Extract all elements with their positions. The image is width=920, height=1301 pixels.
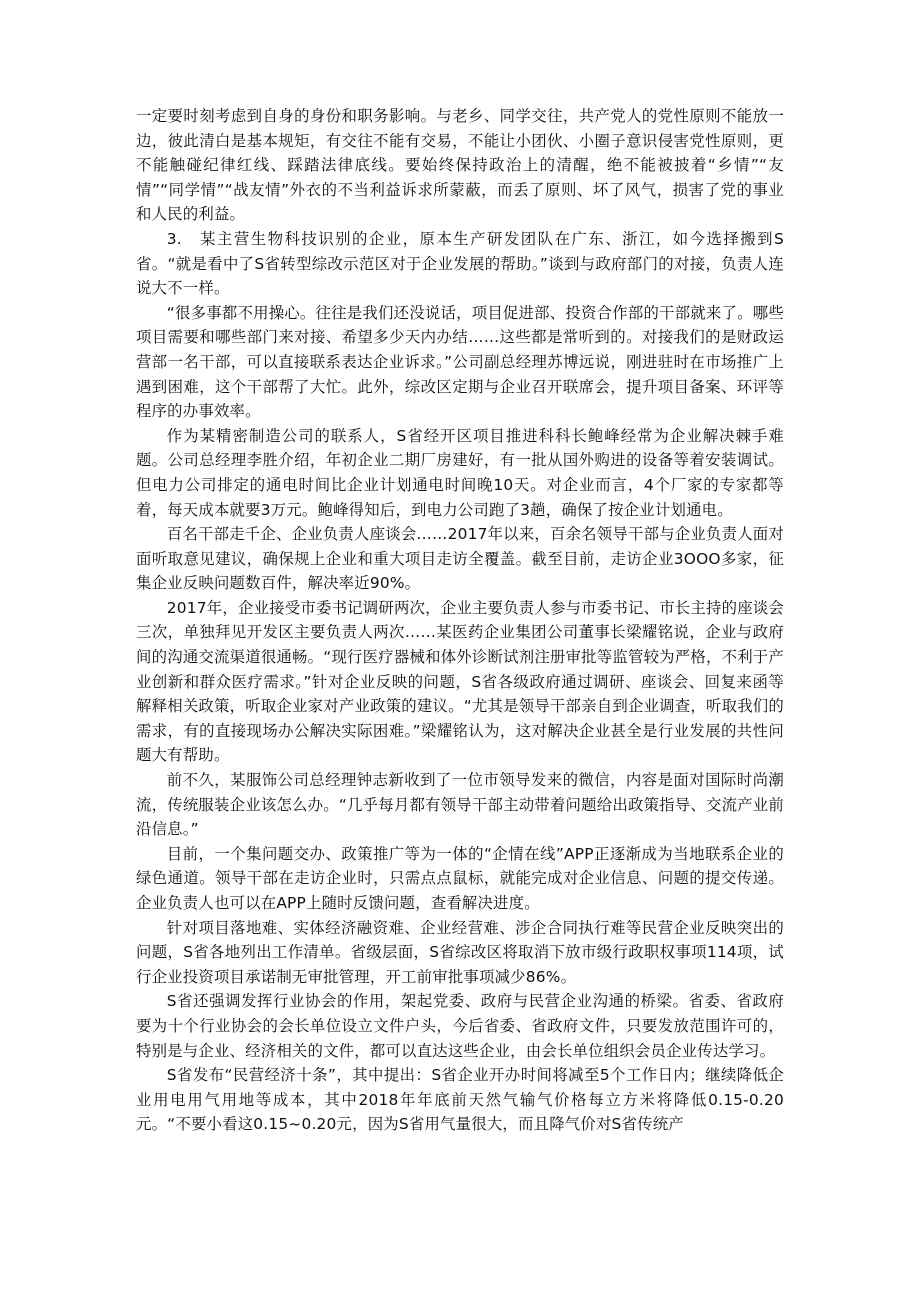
paragraph-8: 目前，一个集问题交办、政策推广等为一体的“企情在线”APP正逐渐成为当地联系企业的绿色通道。领导干部在走访企业时，只需点点鼠标，就能完成对企业信息、问题的提交传递。企业负责人也可以在APP上随时反馈问题，查看解决进度。	[136, 844, 784, 912]
paragraph-4: 作为某精密制造公司的联系人，S省经开区项目推进科科长鲍峰经常为企业解决棘手难题。公司总经理李胜介绍，年初企业二期厂房建好，有一批从国外购进的设备等着安装调试。但电力公司排定的通电时间比企业计划通电时间晚10天。对企业而言，4个厂家的专家都等着，每天成本就要3万元。鲍峰得知后，到电力公司跑了3趟，确保了按企业计划通电。	[136, 426, 784, 519]
paragraph-1: 一定要时刻考虑到自身的身份和职务影响。与老乡、同学交往，共产党人的党性原则不能放一边，彼此清白是基本规矩，有交往不能有交易，不能让小团伙、小圈子意识侵害党性原则，更不能触碰纪律红线、踩踏法律底线。要始终保持政治上的清醒，绝不能被披着“乡情”“友情”“同学情”“战友情”外衣的不当利益诉求所蒙蔽，而丢了原则、坏了风气，损害了党的事业和人民的利益。	[136, 107, 784, 224]
paragraph-11: S省发布“民营经济十条”，其中提出：S省企业开办时间将减至5个工作日内；继续降低企业用电用气用地等成本，其中2018年年底前天然气输气价格每立方米将降低0.15-0.20元。“不要小看这0.15~0.20元，因为S省用气量很大，而且降气价对S省传统产	[136, 1066, 784, 1134]
paragraph-5: 百名干部走千企、企业负责人座谈会……2017年以来，百余名领导干部与企业负责人面对面听取意见建议，确保规上企业和重大项目走访全覆盖。截至目前，走访企业3OOO多家，征集企业反映问题数百件，解决率近90%。	[136, 525, 784, 593]
paragraph-3: “很多事都不用操心。往往是我们还没说话，项目促进部、投资合作部的干部就来了。哪些项目需要和哪些部门来对接、希望多少天内办结……这些都是常听到的。对接我们的是财政运营部一名干部，可以直接联系表达企业诉求。”公司副总经理苏博远说，刚进驻时在市场推广上遇到困难，这个干部帮了大忙。此外，综改区定期与企业召开联席会，提升项目备案、环评等程序的办事效率。	[136, 303, 784, 421]
paragraph-7: 前不久，某服饰公司总经理钟志新收到了一位市领导发来的微信，内容是面对国际时尚潮流，传统服装企业该怎么办。“几乎每月都有领导干部主动带着问题给出政策指导、交流产业前沿信息。”	[136, 771, 784, 839]
paragraph-10: S省还强调发挥行业协会的作用，架起党委、政府与民营企业沟通的桥梁。省委、省政府要为十个行业协会的会长单位设立文件户头，今后省委、省政府文件，只要发放范围许可的，特别是与企业、经济相关的文件，都可以直达这些企业，由会长单位组织会员企业传达学习。	[136, 992, 784, 1060]
paragraph-2: 3. 某主营生物科技识别的企业，原本生产研发团队在广东、浙江，如今选择搬到S省。“就是看中了S省转型综改示范区对于企业发展的帮助。”谈到与政府部门的对接，负责人连说大不一样。	[136, 229, 784, 298]
paragraph-6: 2017年，企业接受市委书记调研两次，企业主要负责人参与市委书记、市长主持的座谈会三次，单独拜见开发区主要负责人两次……某医药企业集团公司董事长梁耀铭说，企业与政府间的沟通交流渠道很通畅。“现行医疗器械和体外诊断试剂注册审批等监管较为严格，不利于产业创新和群众医疗需求。”针对企业反映的问题，S省各级政府通过调研、座谈会、回复来函等解释相关政策，听取企业家对产业政策的建议。“尤其是领导干部亲自到企业调查，听取我们的需求，有的直接现场办公解决实际困难。”梁耀铭认为，这对解决企业甚全是行业发展的共性问题大有帮助。	[136, 598, 784, 765]
document-page	[136, 104, 784, 1137]
paragraph-9: 针对项目落地难、实体经济融资难、企业经营难、涉企合同执行难等民营企业反映突出的问题，S省各地列出工作清单。省级层面，S省综改区将取消下放市级行政职权事项114项，试行企业投资项目承诺制无审批管理，开工前审批事项减少86%。	[136, 918, 784, 986]
